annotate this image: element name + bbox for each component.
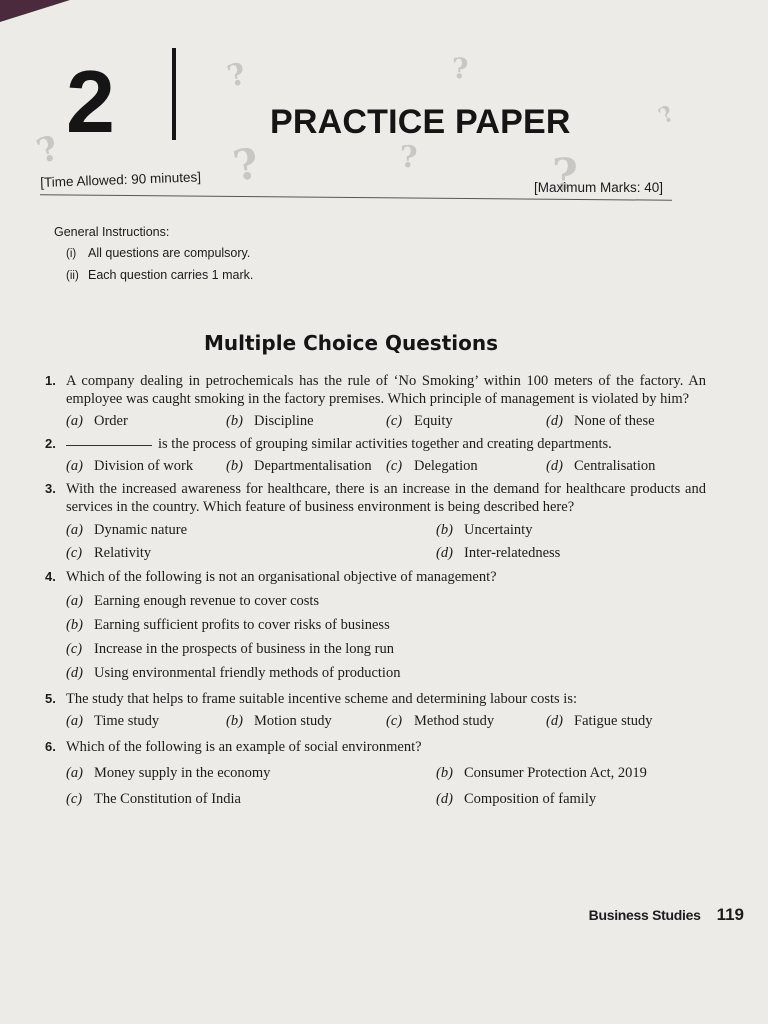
general-instructions	[54, 222, 253, 287]
option-c	[66, 544, 436, 562]
option-b	[436, 764, 706, 782]
chapter-number: 2	[66, 52, 115, 151]
fill-in-blank	[66, 444, 152, 446]
options-list	[66, 592, 706, 682]
instruction-number: (ii)	[66, 270, 79, 282]
option-c	[386, 457, 546, 475]
page-title: PRACTICE PAPER	[270, 103, 571, 141]
question-mark-decoration-icon: ?	[31, 127, 65, 173]
question-text: The study that helps to frame suitable incentive scheme and determining labour costs is:	[66, 691, 577, 707]
option-a	[66, 712, 226, 730]
option-label: (d)	[436, 545, 453, 561]
question-6	[0, 738, 768, 808]
option-a	[66, 764, 436, 782]
option-text: None of these	[574, 413, 655, 429]
option-label: (b)	[436, 522, 453, 538]
option-label: (a)	[66, 522, 83, 538]
option-label: (b)	[226, 458, 243, 474]
option-text: Method study	[414, 713, 495, 729]
instruction-text: Each question carries 1 mark.	[88, 268, 254, 282]
option-label: (d)	[436, 791, 453, 807]
option-label: (b)	[226, 413, 243, 429]
option-d	[546, 412, 706, 430]
question-number: 6.	[45, 739, 56, 754]
instruction-item	[54, 265, 253, 287]
option-text: Dynamic nature	[94, 522, 188, 538]
option-text: Money supply in the economy	[94, 765, 271, 781]
subject-name: Business Studies	[588, 907, 701, 923]
option-text: Motion study	[254, 713, 332, 729]
option-text: Using environmental friendly methods of production	[94, 665, 401, 681]
option-text: Departmentalisation	[254, 458, 372, 474]
title-divider	[172, 48, 176, 140]
option-text: Order	[94, 413, 128, 429]
question-number: 5.	[45, 691, 56, 706]
question-text-content: is the process of grouping similar activities together and creating departments.	[158, 436, 612, 452]
question-1	[0, 372, 768, 430]
question-mark-decoration-icon: ?	[552, 150, 578, 201]
option-text: Composition of family	[464, 791, 597, 807]
option-a	[66, 457, 226, 475]
instruction-item	[54, 243, 253, 265]
option-label: (c)	[386, 413, 403, 429]
option-text: Delegation	[414, 458, 478, 474]
option-b	[226, 412, 386, 430]
question-text: Which of the following is an example of social environment?	[66, 739, 422, 755]
option-label: (c)	[66, 545, 83, 561]
instructions-heading: General Instructions:	[54, 225, 170, 239]
option-text: Equity	[414, 413, 453, 429]
question-mark-decoration-icon: ?	[229, 137, 264, 192]
instruction-number: (i)	[66, 248, 77, 260]
page-footer	[589, 905, 744, 925]
option-b	[66, 616, 706, 634]
option-label: (b)	[66, 617, 83, 633]
question-3	[0, 480, 768, 562]
option-label: (a)	[66, 413, 83, 429]
option-text: Inter-relatedness	[464, 545, 561, 561]
option-text: Increase in the prospects of business in the long run	[94, 641, 394, 657]
option-text: Earning sufficient profits to cover risks of business	[94, 617, 390, 633]
option-text: Fatigue study	[574, 713, 653, 729]
question-mark-decoration-icon: ?	[223, 56, 250, 95]
option-b	[226, 712, 386, 730]
option-label: (d)	[66, 665, 83, 681]
option-text: Earning enough revenue to cover costs	[94, 593, 320, 609]
options-grid	[66, 521, 706, 562]
question-list	[0, 372, 768, 808]
option-d	[66, 664, 706, 682]
instruction-text: All questions are compulsory.	[88, 246, 251, 260]
option-text: The Constitution of India	[94, 791, 241, 807]
options-row	[66, 412, 706, 430]
option-label: (c)	[386, 458, 403, 474]
option-b	[226, 457, 386, 475]
option-label: (d)	[546, 458, 563, 474]
question-number: 4.	[45, 569, 56, 584]
question-mark-decoration-icon: ?	[400, 140, 418, 175]
option-label: (b)	[436, 765, 453, 781]
option-a	[66, 592, 706, 610]
options-row	[66, 457, 706, 475]
question-text: Which of the following is not an organisational objective of management?	[66, 569, 497, 585]
option-text: Uncertainty	[464, 522, 533, 538]
question-2	[0, 435, 768, 475]
option-label: (a)	[66, 713, 83, 729]
options-grid	[66, 764, 706, 808]
page-number: 119	[716, 905, 744, 924]
question-5	[0, 690, 768, 730]
option-d	[436, 790, 706, 808]
question-number: 1.	[45, 373, 56, 388]
section-title: Multiple Choice Questions	[204, 331, 499, 355]
maximum-marks: [Maximum Marks: 40]	[534, 180, 664, 195]
option-a	[66, 521, 436, 539]
time-allowed: [Time Allowed: 90 minutes]	[40, 169, 202, 190]
option-text: Division of work	[94, 458, 194, 474]
option-c	[66, 790, 436, 808]
option-text: Relativity	[94, 545, 152, 561]
option-label: (d)	[546, 713, 563, 729]
option-label: (d)	[546, 413, 563, 429]
question-number: 2.	[45, 436, 56, 451]
question-number: 3.	[45, 481, 56, 496]
page-corner-decoration	[0, 0, 70, 22]
option-label: (b)	[226, 713, 243, 729]
question-mark-decoration-icon: ?	[654, 100, 679, 130]
option-c	[386, 412, 546, 430]
option-text: Discipline	[254, 413, 314, 429]
options-row	[66, 712, 706, 730]
option-label: (a)	[66, 458, 83, 474]
option-text: Consumer Protection Act, 2019	[464, 765, 647, 781]
question-mark-decoration-icon: ?	[452, 52, 469, 85]
option-text: Centralisation	[574, 458, 656, 474]
option-label: (c)	[66, 791, 83, 807]
question-4	[0, 568, 768, 682]
question-text	[66, 435, 706, 453]
option-d	[436, 544, 706, 562]
option-b	[436, 521, 706, 539]
option-c	[66, 640, 706, 658]
option-label: (c)	[66, 641, 83, 657]
question-text: With the increased awareness for healthcare, there is an increase in the demand for healthcare products and services in the country. Which feature of business environment is being described here?	[66, 481, 706, 515]
option-a	[66, 412, 226, 430]
option-d	[546, 712, 706, 730]
question-text: A company dealing in petrochemicals has the rule of ‘No Smoking’ within 100 meters of the factory. An employee was caught smoking in the factory premises. Which principle of management is violated by him?	[66, 373, 706, 407]
option-c	[386, 712, 546, 730]
option-d	[546, 457, 706, 475]
option-label: (a)	[66, 765, 83, 781]
option-label: (c)	[386, 713, 403, 729]
option-label: (a)	[66, 593, 83, 609]
option-text: Time study	[94, 713, 160, 729]
